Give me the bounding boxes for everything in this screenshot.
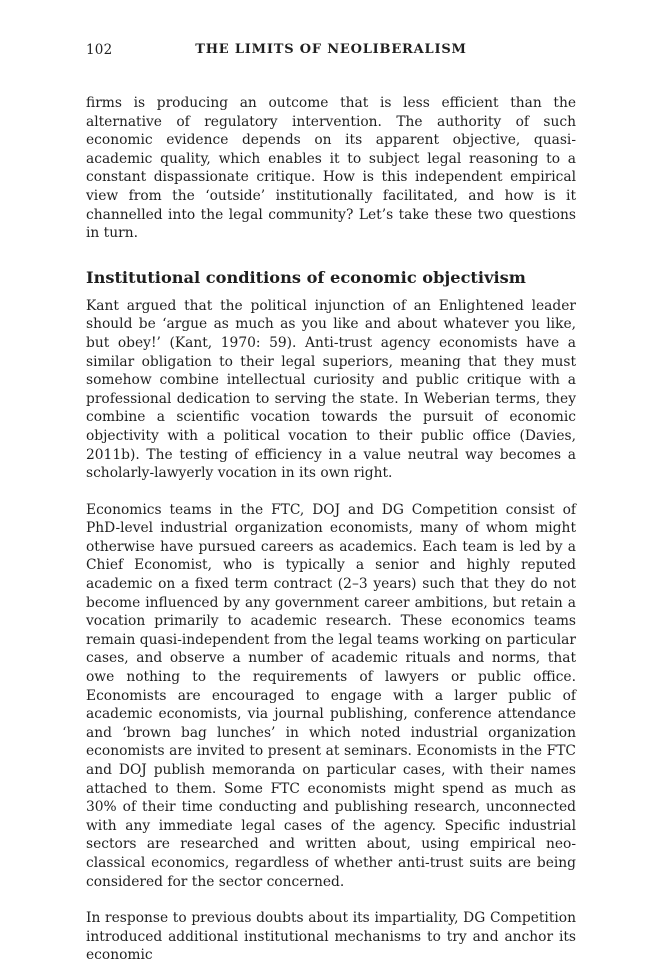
paragraph-economics-teams: Economics teams in the FTC, DOJ and DG Competition consist of PhD-level industrial organization economists, many of whom might otherwise have pursued careers as academics. Each team is led by a Chief Economist, who is typically a senior and highly reputed academic on a fixed term contract (2–3 years) such that they do not become influenced by any government career ambitions, but retain a vocation primarily to academic research. These economics teams remain quasi-independent from the legal teams working on particular cases, and observe a number of academic rituals and norms, that owe nothing to the requirements of lawyers or public office. Economists are encouraged to engage with a larger public of academic economists, via journal publishing, conference attendance and ‘brown bag lunches’ in which noted industrial organization economists are invited to present at seminars. Economists in the FTC and DOJ publish memoranda on particular cases, with their names attached to them. Some FTC economists might spend as much as 30% of their time conducting and publishing research, unconnected with any immediate legal cases of the agency. Specific industrial sectors are researched and written about, using empirical neo-classical economics, regardless of whether anti-trust suits are being considered for the sector concerned. bbox=[86, 501, 576, 890]
page-number: 102 bbox=[86, 42, 113, 58]
section-heading: Institutional conditions of economic objectivism bbox=[86, 267, 526, 287]
paragraph-dg-competition: In response to previous doubts about its impartiality, DG Competition introduced additional institutional mechanisms to try and anchor its economic bbox=[86, 910, 576, 964]
paragraph-kant: Kant argued that the political injunction of an Enlightened leader should be ‘argue as much as you like and about whatever you like, but obey!’ (Kant, 1970: 59). Anti-trust agency economists have a similar obligation to their legal superiors, meaning that they must somehow combine intellectual curiosity and public critique with a professional dedication to serving the state. In Weberian terms, they combine a scientific vocation towards the pursuit of economic objectivity with a political vocation to their public office (Davies, 2011b). The testing of efficiency in a value neutral way becomes a scholarly-lawyerly vocation in its own right. bbox=[86, 297, 576, 482]
intro-paragraph: firms is producing an outcome that is less efficient than the alternative of regulatory intervention. The authority of such economic evidence depends on its apparent objective, quasi-academic quality, which enables it to subject legal reasoning to a constant dispassionate critique. How is this independent empirical view from the ‘outside’ institutionally facilitated, and how is it channelled into the legal community? Let’s take these two questions in turn. bbox=[86, 95, 576, 242]
running-title: THE LIMITS OF NEOLIBERALISM bbox=[195, 42, 467, 57]
page-header bbox=[86, 42, 576, 62]
page-body bbox=[86, 94, 576, 965]
